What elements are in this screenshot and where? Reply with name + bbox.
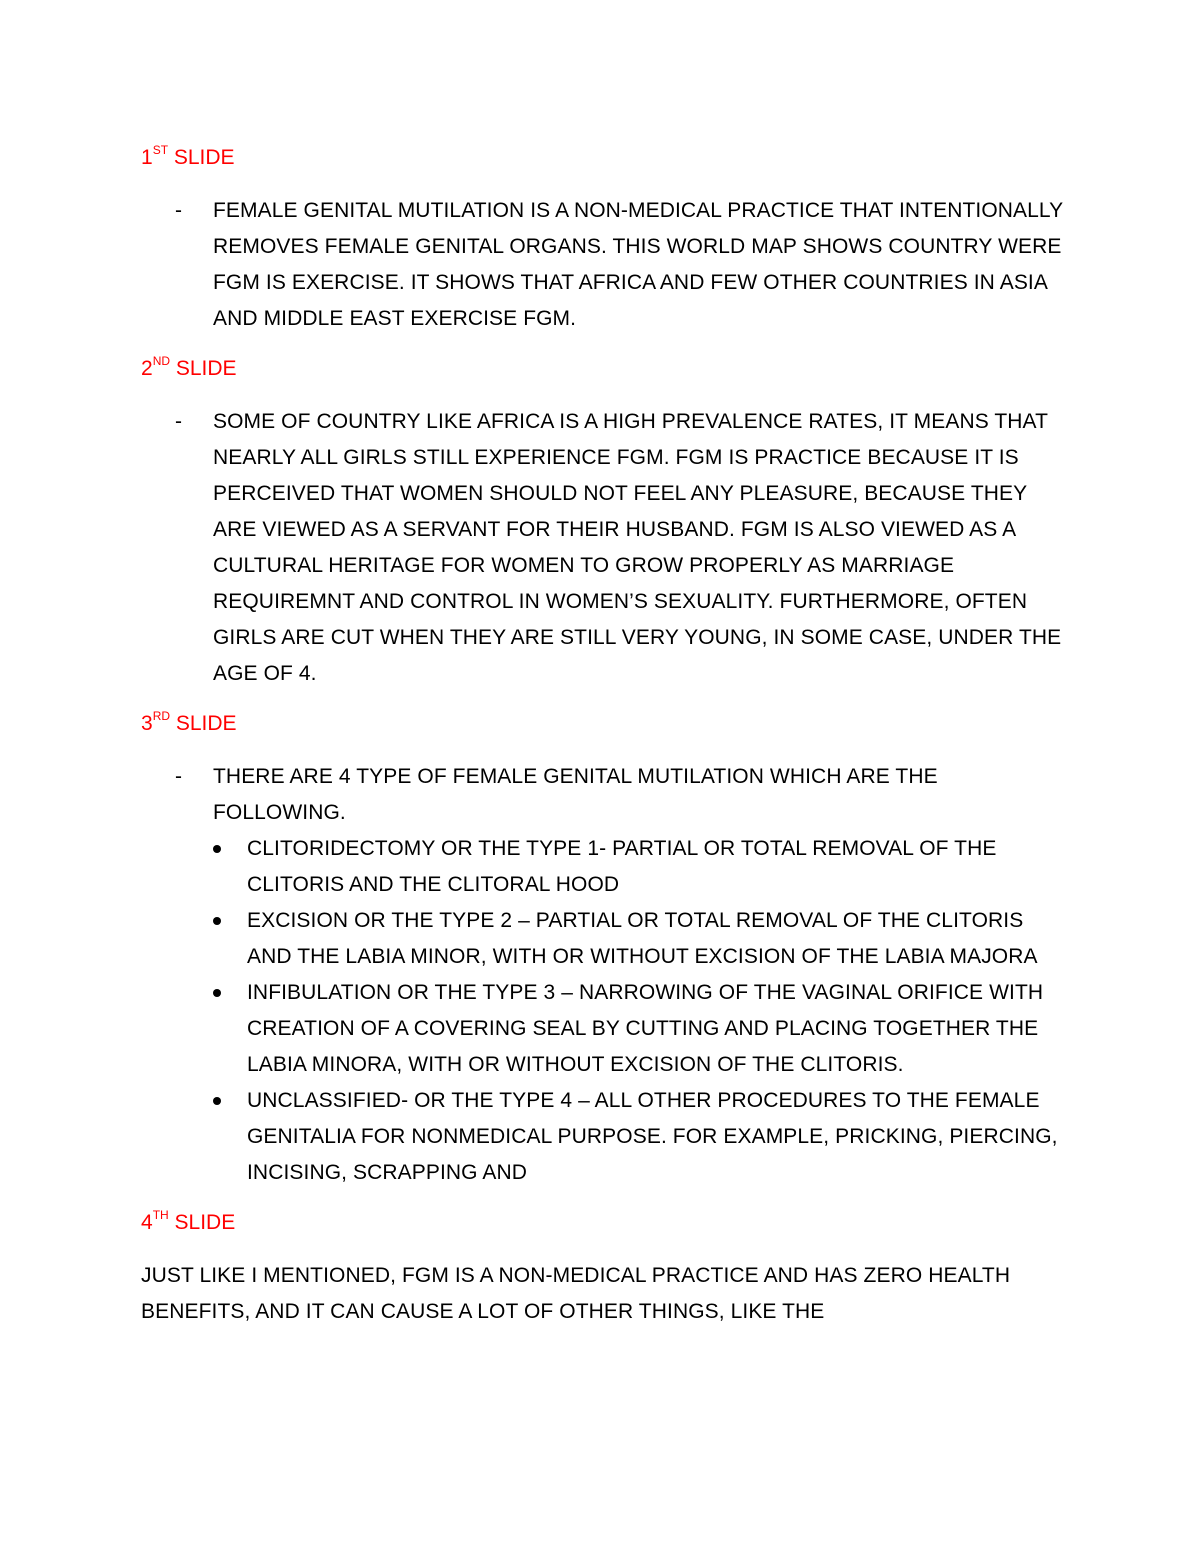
dash-marker: - <box>175 410 183 433</box>
slide-3-text: THERE ARE 4 TYPE OF FEMALE GENITAL MUTILATION WHICH ARE THE FOLLOWING. <box>213 765 938 824</box>
bullet-icon <box>213 989 221 997</box>
dash-marker: - <box>175 199 183 222</box>
bullet-icon <box>213 845 221 853</box>
slide-1-heading-suffix: ST <box>152 143 169 157</box>
slide-3-list-item <box>141 759 1070 831</box>
slide-4-heading <box>141 1205 1070 1241</box>
bullet-text: UNCLASSIFIED- OR THE TYPE 4 – ALL OTHER PROCEDURES TO THE FEMALE GENITALIA FOR NONMEDICAL PURPOSE. FOR EXAMPLE, PRICKING, PIERCING, INCISING, SCRAPPING AND <box>247 1089 1058 1184</box>
dash-marker: - <box>175 765 183 788</box>
slide-2-list-item <box>141 404 1070 692</box>
bullet-text: CLITORIDECTOMY OR THE TYPE 1- PARTIAL OR TOTAL REMOVAL OF THE CLITORIS AND THE CLITORAL HOOD <box>247 837 997 896</box>
list-item <box>247 903 1070 975</box>
slide-3-heading <box>141 706 1070 742</box>
slide-3-heading-suffix: RD <box>152 709 171 723</box>
slide-2-heading-number: 2 <box>141 357 153 380</box>
slide-4-heading-suffix: TH <box>152 1208 169 1222</box>
slide-2-heading <box>141 351 1070 387</box>
bullet-text: EXCISION OR THE TYPE 2 – PARTIAL OR TOTAL REMOVAL OF THE CLITORIS AND THE LABIA MINOR, WITH OR WITHOUT EXCISION OF THE LABIA MAJORA <box>247 909 1038 968</box>
slide-3-heading-number: 3 <box>141 712 153 735</box>
bullet-icon <box>213 917 221 925</box>
bullet-text: INFIBULATION OR THE TYPE 3 – NARROWING OF THE VAGINAL ORIFICE WITH CREATION OF A COVERING SEAL BY CUTTING AND PLACING TOGETHER THE LABIA MINORA, WITH OR WITHOUT EXCISION OF THE CLITORIS. <box>247 981 1044 1076</box>
list-item <box>247 831 1070 903</box>
slide-1-list-item <box>141 193 1070 337</box>
slide-2-text: SOME OF COUNTRY LIKE AFRICA IS A HIGH PREVALENCE RATES, IT MEANS THAT NEARLY ALL GIRLS STILL EXPERIENCE FGM. FGM IS PRACTICE BECAUSE IT IS PERCEIVED THAT WOMEN SHOULD NOT FEEL ANY PLEASURE, BECAUSE THEY ARE VIEWED AS A SERVANT FOR THEIR HUSBAND. FGM IS ALSO VIEWED AS A CULTURAL HERITAGE FOR WOMEN TO GROW PROPERLY AS MARRIAGE REQUIREMNT AND CONTROL IN WOMEN’S SEXUALITY. FURTHERMORE, OFTEN GIRLS ARE CUT WHEN THEY ARE STILL VERY YOUNG, IN SOME CASE, UNDER THE AGE OF 4. <box>213 410 1062 685</box>
slide-2-heading-suffix: ND <box>152 354 171 368</box>
list-item <box>247 975 1070 1083</box>
slide-1-heading-word: SLIDE <box>173 146 235 169</box>
list-item <box>247 1083 1070 1191</box>
slide-3-heading-word: SLIDE <box>175 712 237 735</box>
slide-1-text: FEMALE GENITAL MUTILATION IS A NON-MEDICAL PRACTICE THAT INTENTIONALLY REMOVES FEMALE GENITAL ORGANS. THIS WORLD MAP SHOWS COUNTRY WERE FGM IS EXERCISE. IT SHOWS THAT AFRICA AND FEW OTHER COUNTRIES IN ASIA AND MIDDLE EAST EXERCISE FGM. <box>213 199 1063 330</box>
slide-4-heading-number: 4 <box>141 1211 153 1234</box>
bullet-icon <box>213 1097 221 1105</box>
slide-2-heading-word: SLIDE <box>175 357 237 380</box>
slide-4-heading-word: SLIDE <box>174 1211 236 1234</box>
slide-4-text: JUST LIKE I MENTIONED, FGM IS A NON-MEDICAL PRACTICE AND HAS ZERO HEALTH BENEFITS, AND IT CAN CAUSE A LOT OF OTHER THINGS, LIKE THE <box>141 1264 1011 1323</box>
slide-1-heading-number: 1 <box>141 146 153 169</box>
fgm-types-list <box>141 831 1070 1191</box>
slide-1-heading <box>141 140 1070 176</box>
